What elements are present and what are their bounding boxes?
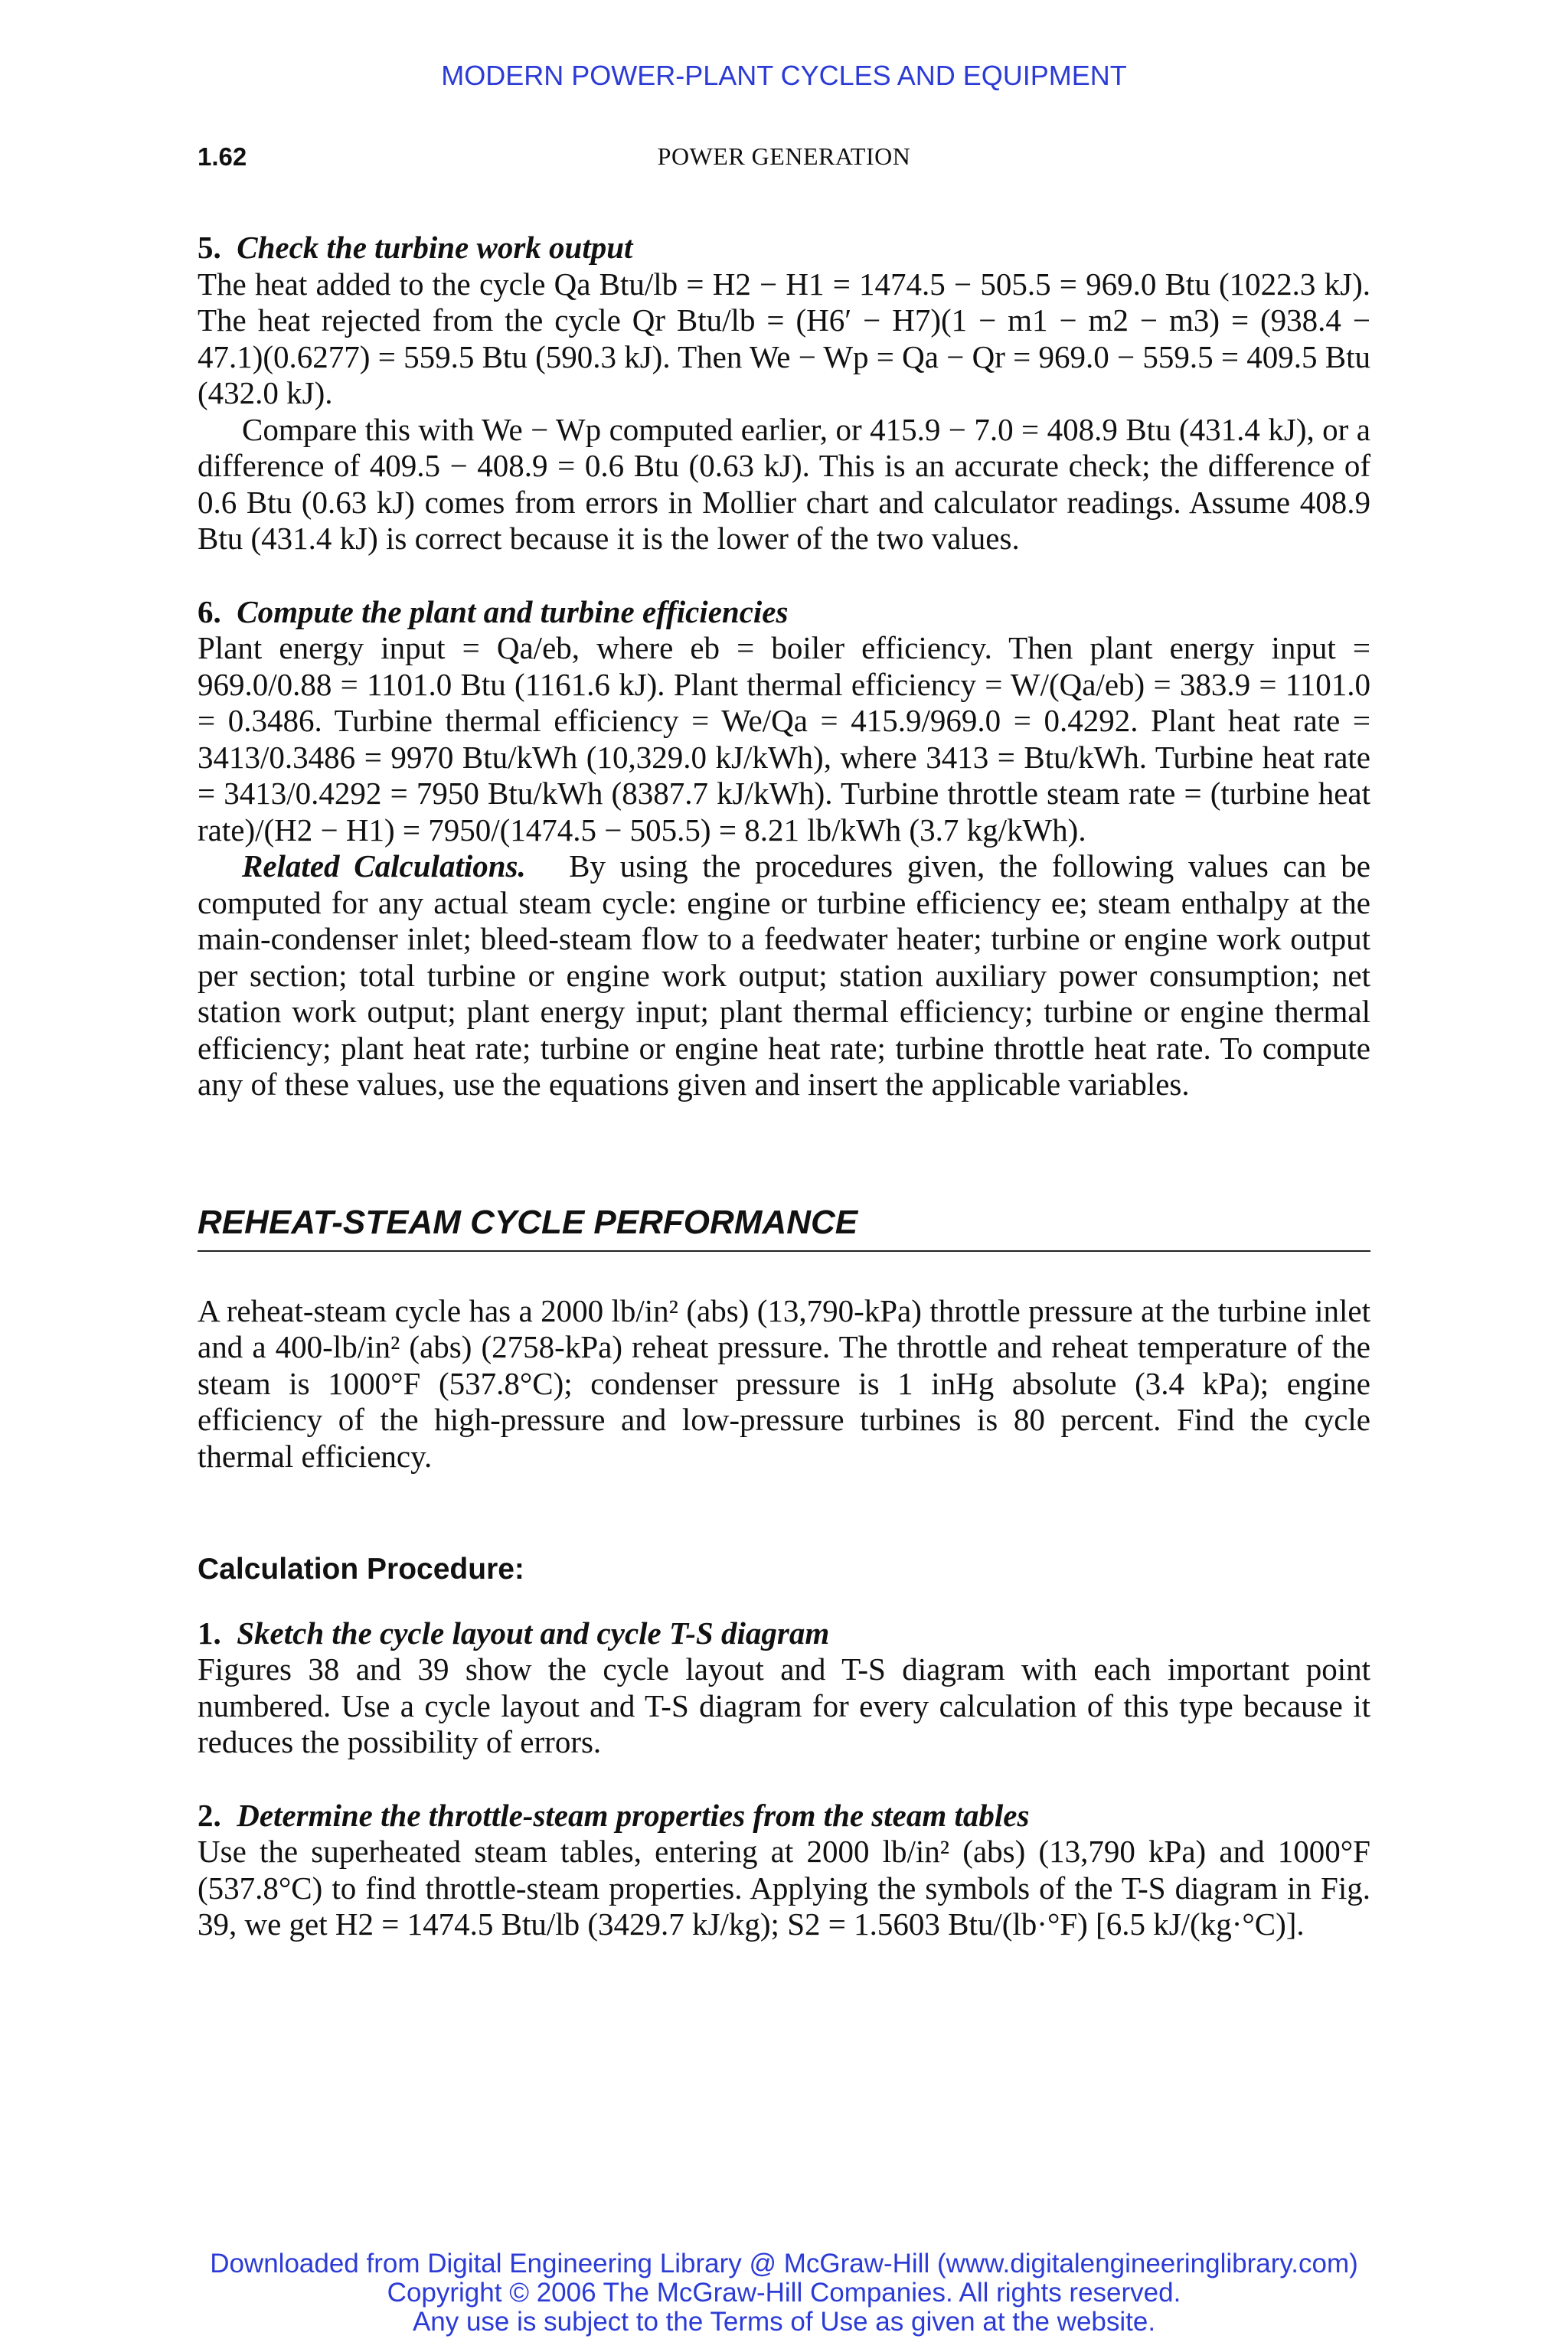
section-heading: REHEAT-STEAM CYCLE PERFORMANCE bbox=[198, 1203, 1370, 1252]
step-5-heading bbox=[198, 230, 1370, 266]
footer-copyright-line: Copyright © 2006 The McGraw-Hill Companies. All rights reserved. bbox=[387, 2278, 1181, 2308]
page-footer bbox=[0, 2249, 1568, 2337]
related-calculations-label: Related Calculations. bbox=[242, 848, 526, 884]
proc-step-1-heading bbox=[198, 1615, 1370, 1652]
step-6-number: 6. bbox=[198, 593, 221, 629]
step-6-heading bbox=[198, 594, 1370, 631]
step-5-paragraph-2: Compare this with We − Wp computed earlier, or 415.9 − 7.0 = 408.9 Btu (431.4 kJ), or a difference of 409.5 − 408.9 = 0.6 Btu (0.63 kJ). This is an accurate check; the difference of 0.6 Btu (0.63 kJ) comes from errors in Mollier chart and calculator readings. Assume 408.9 Btu (431.4 kJ) is correct because it is the lower of the two values. bbox=[198, 411, 1370, 556]
proc-step-2-heading bbox=[198, 1798, 1370, 1834]
proc-step-2-text: Use the superheated steam tables, entering at 2000 lb/in² (abs) (13,790 kPa) and 1000°F (537.8°C) to find throttle-steam properties. Applying the symbols of the T-S diagram in Fig. 39, we get H2 = 1474.5 Btu/lb (3429.7 kJ/kg); S2 = 1.5603 Btu/(lb·°F) [6.5 kJ/(kg·°C)]. bbox=[198, 1834, 1370, 1942]
proc-step-1-text: Figures 38 and 39 show the cycle layout and T-S diagram with each important point numbered. Use a cycle layout and T-S diagram for every calculation of this type because it reduces the possibility of errors. bbox=[198, 1651, 1370, 1759]
calculation-procedure-heading: Calculation Procedure: bbox=[198, 1553, 524, 1586]
proc-step-2-title: Determine the throttle-steam properties from the steam tables bbox=[237, 1797, 1030, 1833]
proc-step-2-number: 2. bbox=[198, 1797, 221, 1833]
proc-step-1-number: 1. bbox=[198, 1615, 221, 1651]
step-6-paragraph-1: Plant energy input = Qa/eb, where eb = boiler efficiency. Then plant energy input = 969.0/0.88 = 1101.0 Btu (1161.6 kJ). Plant thermal efficiency = W/(Qa/eb) = 383.9 = 1101.0 = 0.3486. Turbine thermal efficiency = We/Qa = 415.9/969.0 = 0.4292. Plant heat rate = 3413/0.3486 = 9970 Btu/kWh (10,329.0 kJ/kWh), where 3413 = Btu/kWh. Turbine heat rate = 3413/0.4292 = 7950 Btu/kWh (8387.7 kJ/kWh). Turbine throttle steam rate = (turbine heat rate)/(H2 − H1) = 7950/(1474.5 − 505.5) = 8.21 lb/kWh (3.7 kg/kWh). bbox=[198, 630, 1370, 848]
related-calculations-text: By using the procedures given, the following values can be computed for any actual steam cycle: engine or turbine efficiency ee; steam enthalpy at the main-condenser inlet; bleed-steam flow to a feedwater heater; turbine or engine work output per section; total turbine or engine work output; station auxiliary power consumption; net station work output; plant energy input; plant thermal efficiency; turbine or engine thermal efficiency; plant heat rate; turbine or engine heat rate; turbine throttle heat rate. To compute any of these values, use the equations given and insert the applicable variables. bbox=[198, 848, 1370, 1102]
footer-download-line: Downloaded from Digital Engineering Library @ McGraw-Hill (www.digitalengineeringlibrary.com) bbox=[210, 2249, 1358, 2278]
problem-statement: A reheat-steam cycle has a 2000 lb/in² (abs) (13,790-kPa) throttle pressure at the turbine inlet and a 400-lb/in² (abs) (2758-kPa) reheat pressure. The throttle and reheat temperature of the steam is 1000°F (537.8°C); condenser pressure is 1 inHg absolute (3.4 kPa); engine efficiency of the high-pressure and low-pressure turbines is 80 percent. Find the cycle thermal efficiency. bbox=[198, 1292, 1370, 1474]
page-content bbox=[198, 230, 1370, 1943]
proc-step-1-title: Sketch the cycle layout and cycle T-S diagram bbox=[237, 1615, 830, 1651]
running-head: POWER GENERATION bbox=[657, 142, 911, 170]
step-6-title: Compute the plant and turbine efficiencies bbox=[237, 593, 789, 629]
page-number: 1.62 bbox=[198, 142, 247, 171]
step-5-paragraph-1: The heat added to the cycle Qa Btu/lb = H2 − H1 = 1474.5 − 505.5 = 969.0 Btu (1022.3 kJ). The heat rejected from the cycle Qr Btu/lb = (H6′ − H7)(1 − m1 − m2 − m3) = (938.4 − 47.1)(0.6277) = 559.5 Btu (590.3 kJ). Then We − Wp = Qa − Qr = 969.0 − 559.5 = 409.5 Btu (432.0 kJ). bbox=[198, 266, 1370, 410]
step-5-number: 5. bbox=[198, 230, 221, 265]
book-title-banner: MODERN POWER-PLANT CYCLES AND EQUIPMENT bbox=[441, 60, 1127, 91]
step-5-title: Check the turbine work output bbox=[237, 230, 633, 265]
related-calculations-paragraph bbox=[198, 848, 1370, 1103]
footer-terms-line: Any use is subject to the Terms of Use as given at the website. bbox=[412, 2307, 1156, 2337]
